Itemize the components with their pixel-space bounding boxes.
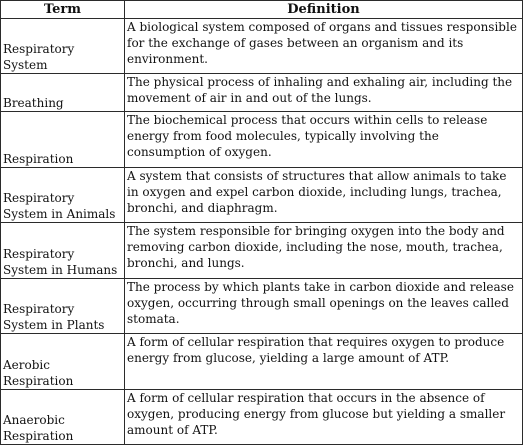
term-cell: Breathing <box>1 74 125 112</box>
term-cell: Respiratory System in Plants <box>1 278 125 333</box>
definition-cell: A system that consists of structures that allow animals to take in oxygen and expel carbon dioxide, including lungs, trachea, bronchi, and diaphragm. <box>125 167 523 222</box>
table-row <box>1 223 523 278</box>
table-row <box>1 334 523 389</box>
definition-cell: A form of cellular respiration that requires oxygen to produce energy from glucose, yielding a large amount of ATP. <box>125 334 523 389</box>
definition-cell: The system responsible for bringing oxygen into the body and removing carbon dioxide, including the nose, mouth, trachea, bronchi, and lungs. <box>125 223 523 278</box>
term-cell: Respiratory System <box>1 19 125 74</box>
term-cell: Anaerobic Respiration <box>1 389 125 444</box>
definition-cell: The physical process of inhaling and exhaling air, including the movement of air in and out of the lungs. <box>125 74 523 112</box>
definition-cell: A biological system composed of organs and tissues responsible for the exchange of gases between an organism and its environment. <box>125 19 523 74</box>
table-row <box>1 167 523 222</box>
table-row <box>1 389 523 444</box>
table-row <box>1 74 523 112</box>
header-row <box>1 1 523 19</box>
table-row <box>1 278 523 333</box>
term-cell: Aerobic Respiration <box>1 334 125 389</box>
table-row <box>1 19 523 74</box>
definition-cell: The process by which plants take in carbon dioxide and release oxygen, occurring through small openings on the leaves called stomata. <box>125 278 523 333</box>
definition-cell: A form of cellular respiration that occurs in the absence of oxygen, producing energy from glucose but yielding a smaller amount of ATP. <box>125 389 523 444</box>
definition-cell: The biochemical process that occurs within cells to release energy from food molecules, typically involving the consumption of oxygen. <box>125 112 523 167</box>
table-row <box>1 112 523 167</box>
term-column-header: Term <box>1 1 125 19</box>
term-cell: Respiratory System in Animals <box>1 167 125 222</box>
term-cell: Respiration <box>1 112 125 167</box>
definition-column-header: Definition <box>125 1 523 19</box>
term-cell: Respiratory System in Humans <box>1 223 125 278</box>
